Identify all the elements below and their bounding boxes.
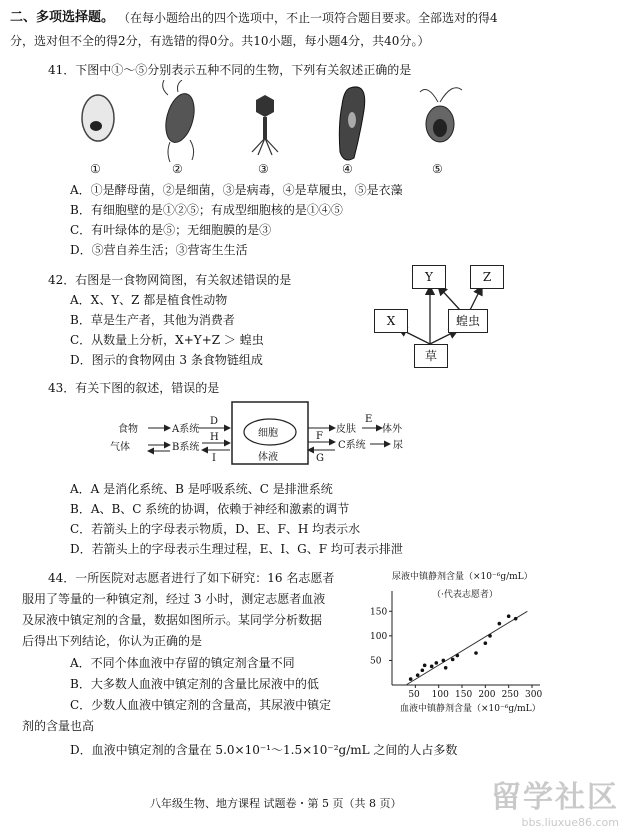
data-point xyxy=(416,673,420,677)
label-skin: 皮肤 xyxy=(336,424,356,435)
x-tick-label: 50 xyxy=(408,690,420,700)
organism-3-virus xyxy=(252,95,278,155)
x-tick-label: 150 xyxy=(455,690,473,700)
trend-line xyxy=(406,611,527,685)
label-h: H xyxy=(210,432,219,443)
data-point xyxy=(507,614,511,618)
x-tick-label: 300 xyxy=(525,690,543,700)
organism-4-paramecium xyxy=(339,87,364,160)
q44-line-4: 后得出下列结论，你认为正确的是 xyxy=(22,634,203,648)
chart-ylabel: 尿液中镇静剂含量（×10⁻⁶g/mL） xyxy=(392,572,533,582)
data-point xyxy=(442,659,446,663)
data-point xyxy=(421,668,425,672)
x-tick-label: 100 xyxy=(431,690,449,700)
label-e: E xyxy=(365,414,373,425)
label-outside: 体外 xyxy=(382,424,402,435)
node-locust: 蝗虫 xyxy=(448,309,488,333)
label-5: ⑤ xyxy=(432,162,443,175)
watermark-url: bbs.liuxue86.com xyxy=(521,816,619,829)
label-a-system: A系统 xyxy=(172,424,200,435)
footer-page-info: 八年级生物、地方课程 试题卷・第 5 页（共 8 页） xyxy=(150,797,402,810)
q41-option-c: C．有叶绿体的是⑤；无细胞膜的是③ xyxy=(70,223,272,237)
data-point xyxy=(474,651,478,655)
label-d: D xyxy=(210,416,219,427)
label-b-system: B系统 xyxy=(172,442,200,453)
label-3: ③ xyxy=(258,162,269,175)
data-point xyxy=(451,658,455,662)
q42-option-b: B．草是生产者，其他为消费者 xyxy=(70,313,235,327)
label-1: ① xyxy=(90,162,101,175)
label-f: F xyxy=(316,431,323,442)
section-instructions-1: （在每小题给出的四个选项中，不止一项符合题目要求。全部选对的得4 xyxy=(118,11,498,25)
node-z: Z xyxy=(470,265,504,289)
q44-option-a: A．不同个体血液中存留的镇定剂含量不同 xyxy=(70,656,295,670)
data-point xyxy=(456,654,460,658)
y-tick-label: 50 xyxy=(370,656,382,667)
data-point xyxy=(484,641,488,645)
data-point xyxy=(444,666,448,670)
label-food: 食物 xyxy=(118,424,138,435)
organism-5-chlamydomonas xyxy=(420,88,462,142)
data-point xyxy=(409,677,413,681)
q41-organisms-figure xyxy=(60,80,510,175)
q44-line-1: 44．一所医院对志愿者进行了如下研究：16 名志愿者 xyxy=(48,571,335,585)
label-g: G xyxy=(316,453,324,464)
organism-1-yeast xyxy=(82,95,114,141)
q42-option-d: D．图示的食物网由 3 条食物链组成 xyxy=(70,353,263,367)
node-grass: 草 xyxy=(414,344,448,368)
q44-line-2: 服用了等量的一种镇定剂，经过 3 小时，测定志愿者血液 xyxy=(22,592,326,606)
label-i: I xyxy=(212,453,216,464)
data-point xyxy=(498,622,502,626)
data-point xyxy=(423,664,427,668)
q43-stem: 43．有关下图的叙述，错误的是 xyxy=(48,381,220,395)
section-instructions-2: 分，选对但不全的得2分，有选错的得0分。共10小题，每小题4分，共40分。） xyxy=(10,34,430,48)
label-gas: 气体 xyxy=(110,442,130,453)
q42-stem: 42．右图是一食物网简图，有关叙述错误的是 xyxy=(48,273,292,287)
organism-2-bacterium xyxy=(161,80,199,162)
q41-stem: 41．下图中①～⑤分别表示五种不同的生物，下列有关叙述正确的是 xyxy=(48,63,412,77)
node-y: Y xyxy=(412,265,446,289)
q44-option-d: D．血液中镇定剂的含量在 5.0×10⁻¹～1.5×10⁻²g/mL 之间的人占多数 xyxy=(70,743,458,757)
label-4: ④ xyxy=(342,162,353,175)
q43-option-c: C．若箭头上的字母表示物质，D、E、F、H 均表示水 xyxy=(70,522,361,536)
y-tick-label: 150 xyxy=(370,607,388,618)
watermark-brand: 留学社区 xyxy=(491,780,619,815)
q44-option-c-cont: 剂的含量也高 xyxy=(22,719,95,733)
q44-option-c: C．少数人血液中镇定剂的含量高，其尿液中镇定 xyxy=(70,698,332,712)
chart-xlabel: 血液中镇静剂含量（×10⁻⁶g/mL） xyxy=(400,704,541,714)
data-point xyxy=(514,617,518,621)
q42-option-c: C．从数量上分析，X+Y+Z ＞ 蝗虫 xyxy=(70,333,264,347)
watermark xyxy=(491,772,619,829)
data-point xyxy=(430,665,434,669)
section-heading: 二、多项选择题。 xyxy=(10,10,115,25)
data-point xyxy=(435,661,439,665)
q42-option-a: A．X、Y、Z 都是植食性动物 xyxy=(70,293,228,307)
q41-option-a: A．①是酵母菌，②是细菌，③是病毒，④是草履虫，⑤是衣藻 xyxy=(70,183,403,197)
scatter-chart xyxy=(362,567,622,717)
label-2: ② xyxy=(172,162,183,175)
y-tick-label: 100 xyxy=(370,631,388,642)
label-cell: 细胞 xyxy=(258,428,278,439)
q41-option-b: B．有细胞壁的是①②⑤；有成型细胞核的是①④⑤ xyxy=(70,203,343,217)
node-x: X xyxy=(374,309,408,333)
q43-system-diagram xyxy=(110,398,410,470)
chart-legend: （·代表志愿者） xyxy=(432,590,498,600)
q43-option-d: D．若箭头上的字母表示生理过程，E、I、G、F 均可表示排泄 xyxy=(70,542,403,556)
label-urine: 尿 xyxy=(393,440,403,451)
label-fluid: 体液 xyxy=(258,452,278,463)
data-point xyxy=(488,634,492,638)
label-c-system: C系统 xyxy=(338,440,366,451)
q44-line-3: 及尿液中镇定剂的含量，数据如图所示。某同学分析数据 xyxy=(22,613,323,627)
x-tick-label: 250 xyxy=(501,690,519,700)
q43-option-b: B．A、B、C 系统的协调，依赖于神经和激素的调节 xyxy=(70,502,350,516)
q43-option-a: A．A 是消化系统、B 是呼吸系统、C 是排泄系统 xyxy=(70,482,333,496)
q44-option-b: B．大多数人血液中镇定剂的含量比尿液中的低 xyxy=(70,677,319,691)
q41-option-d: D．⑤营自养生活；③营寄生生活 xyxy=(70,243,248,257)
x-tick-label: 200 xyxy=(478,690,496,700)
